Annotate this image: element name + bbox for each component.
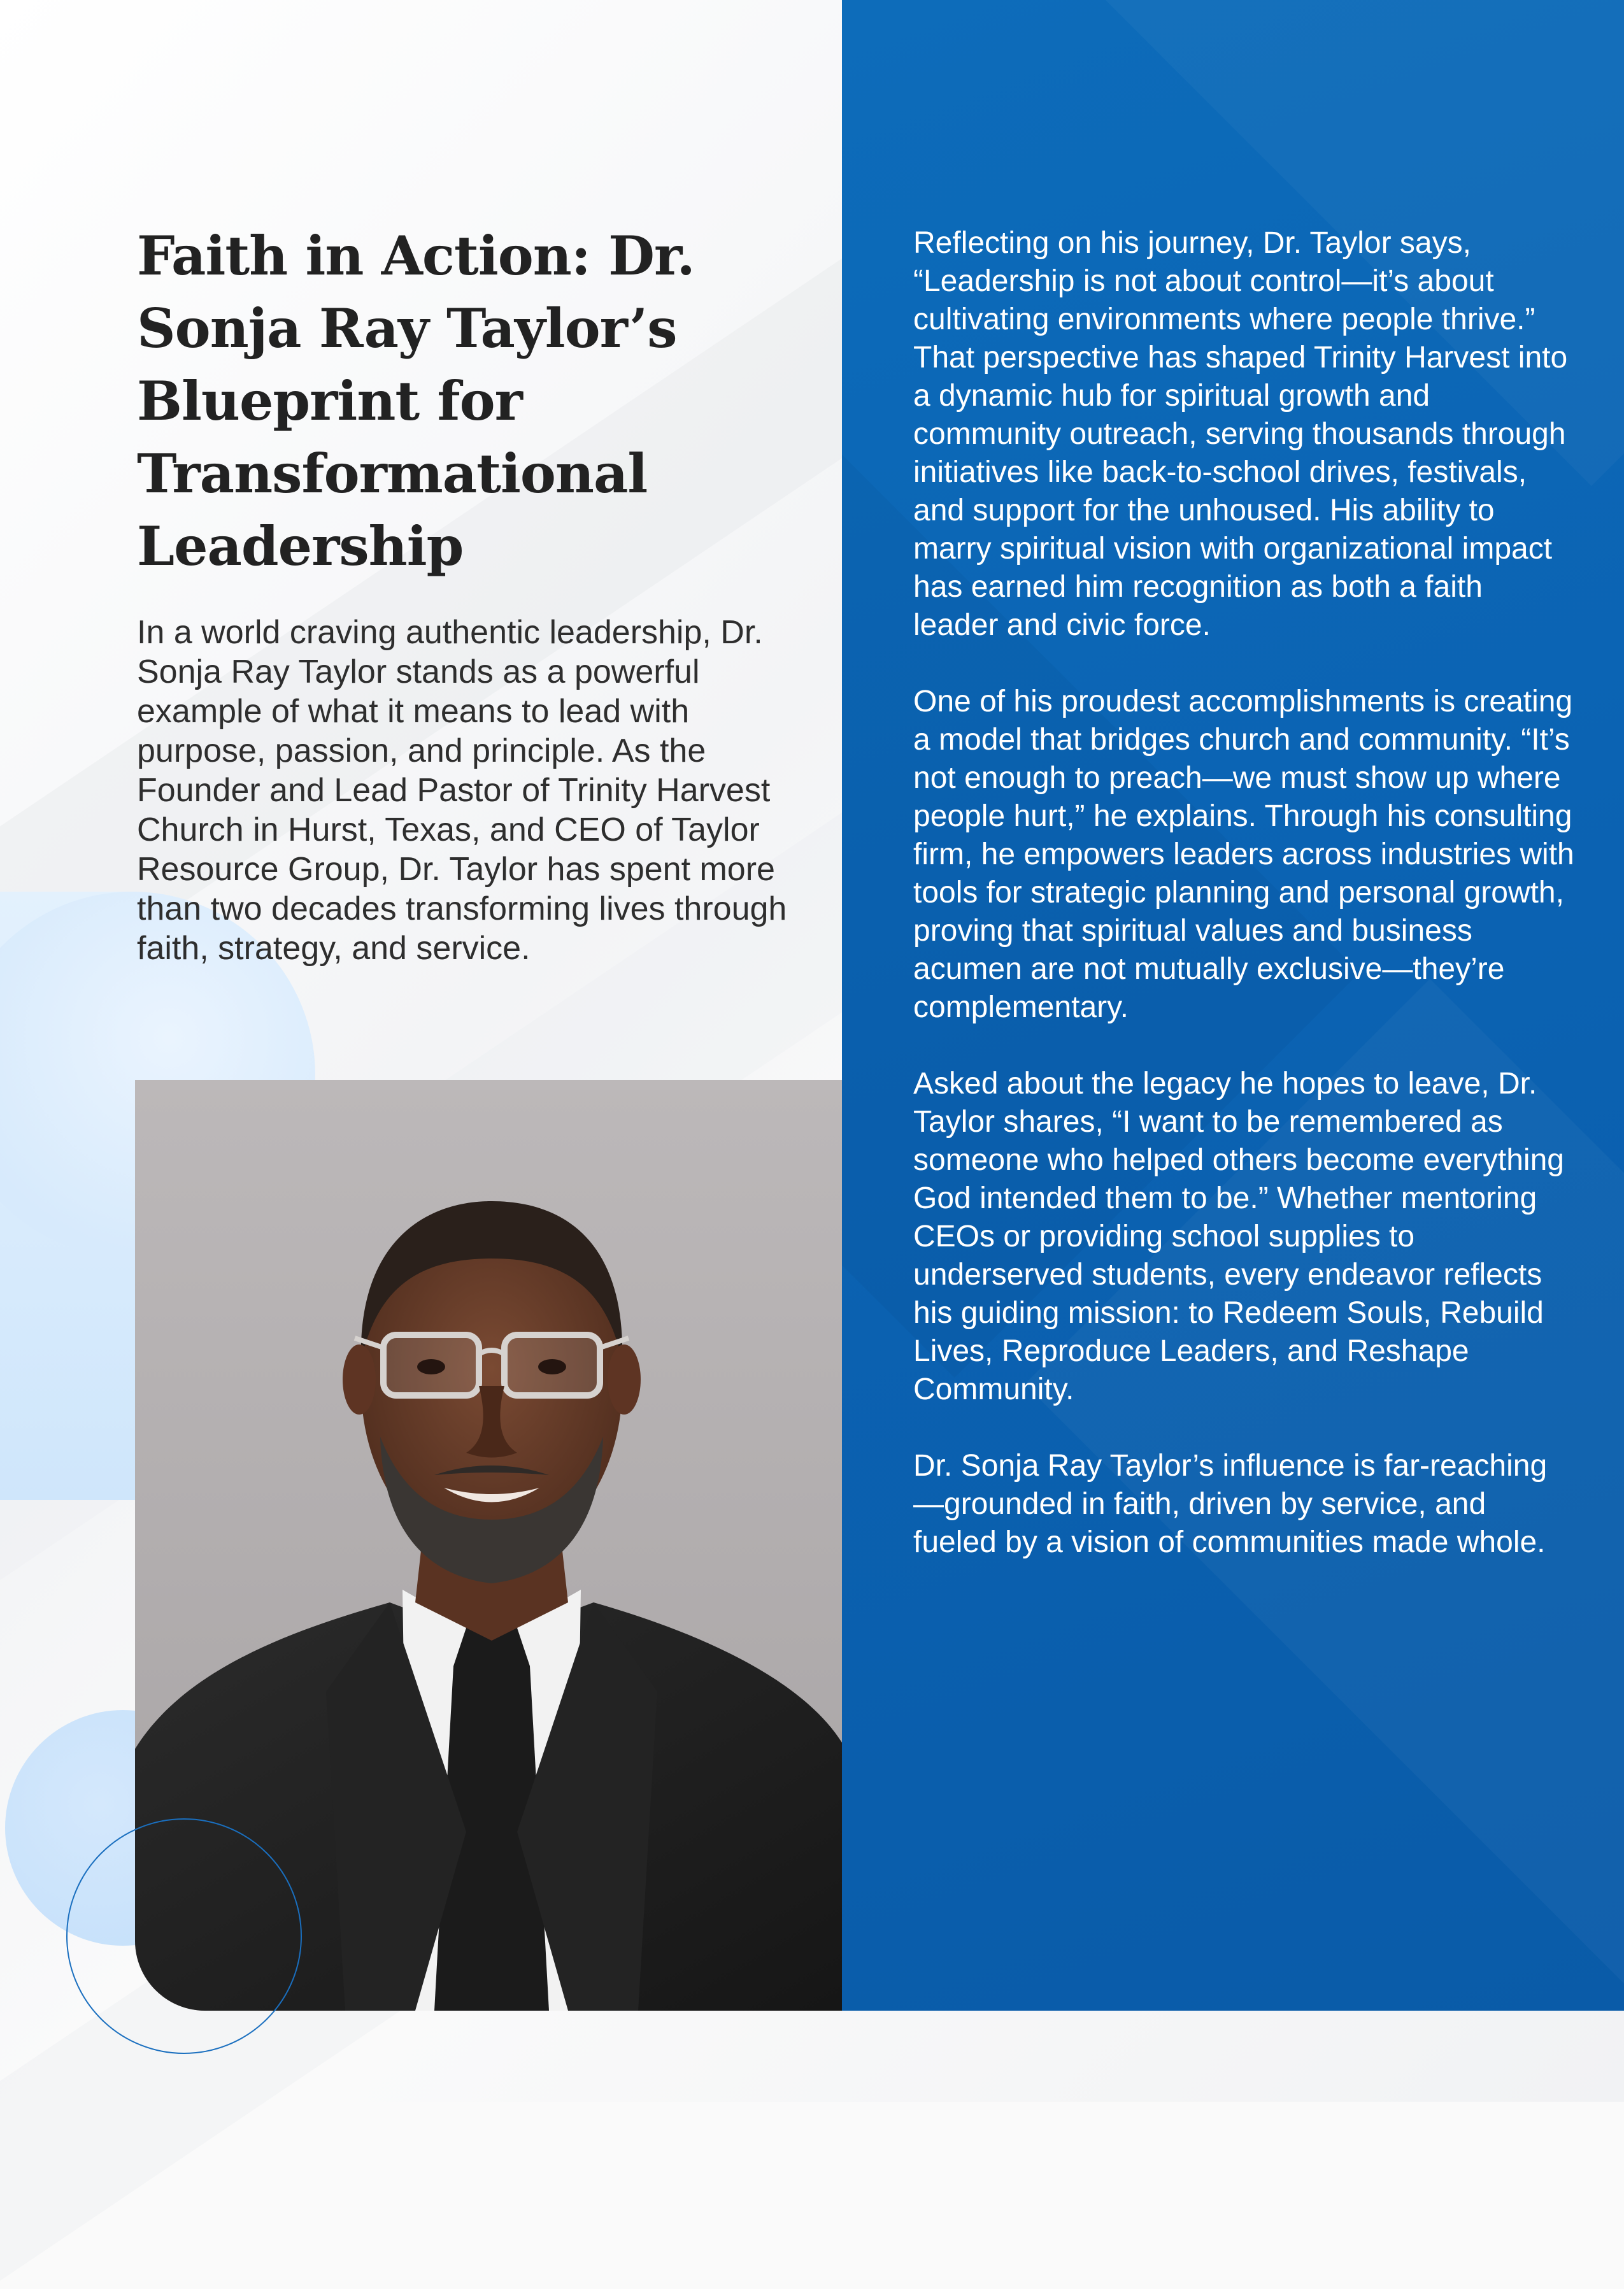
article-body xyxy=(913,224,1576,1600)
body-paragraph: Reflecting on his journey, Dr. Taylor says, “Leadership is not about control—it’s about cultivating environments where people thrive.” That perspective has shaped Trinity Harvest into a dynamic hub for spiritual growth and community outreach, serving thousands through initiatives like back-to-school drives, festivals, and support for the unhoused. His ability to marry spiritual vision with organizational impact has earned him recognition as both a faith leader and civic force. xyxy=(913,226,1568,642)
article-intro: In a world craving authentic leadership, Dr. Sonja Ray Taylor stands as a powerful example of what it means to lead with purpose, passion, and principle. As the Founder and Lead Pastor of Trinity Harvest Church in Hurst, Texas, and CEO of Taylor Resource Group, Dr. Taylor has spent more than two decades transforming lives through faith, strategy, and service. xyxy=(137,614,787,967)
decorative-circle-outline xyxy=(66,1818,302,2054)
article-title: Faith in Action: Dr. Sonja Ray Taylor’s Blueprint for Transformational Leadership xyxy=(137,224,695,578)
body-paragraph: One of his proudest accomplishments is creating a model that bridges church and community. “It’s not enough to preach—we must show up where people hurt,” he explains. Through his consulting firm, he empowers leaders across industries with tools for strategic planning and personal growth, proving that spiritual values and business acumen are not mutually exclusive—they’re complementary. xyxy=(913,685,1574,1024)
body-paragraph: Dr. Sonja Ray Taylor’s influence is far-reaching—grounded in faith, driven by service, and fueled by a vision of communities made whole. xyxy=(913,1449,1548,1559)
body-paragraph: Asked about the legacy he hopes to leave, Dr. Taylor shares, “I want to be remembered as someone who helped others become everything God intended them to be.” Whether mentoring CEOs or providing school supplies to underserved students, every endeavor reflects his guiding mission: to Redeem Souls, Rebuild Lives, Reproduce Leaders, and Reshape Community. xyxy=(913,1067,1564,1406)
